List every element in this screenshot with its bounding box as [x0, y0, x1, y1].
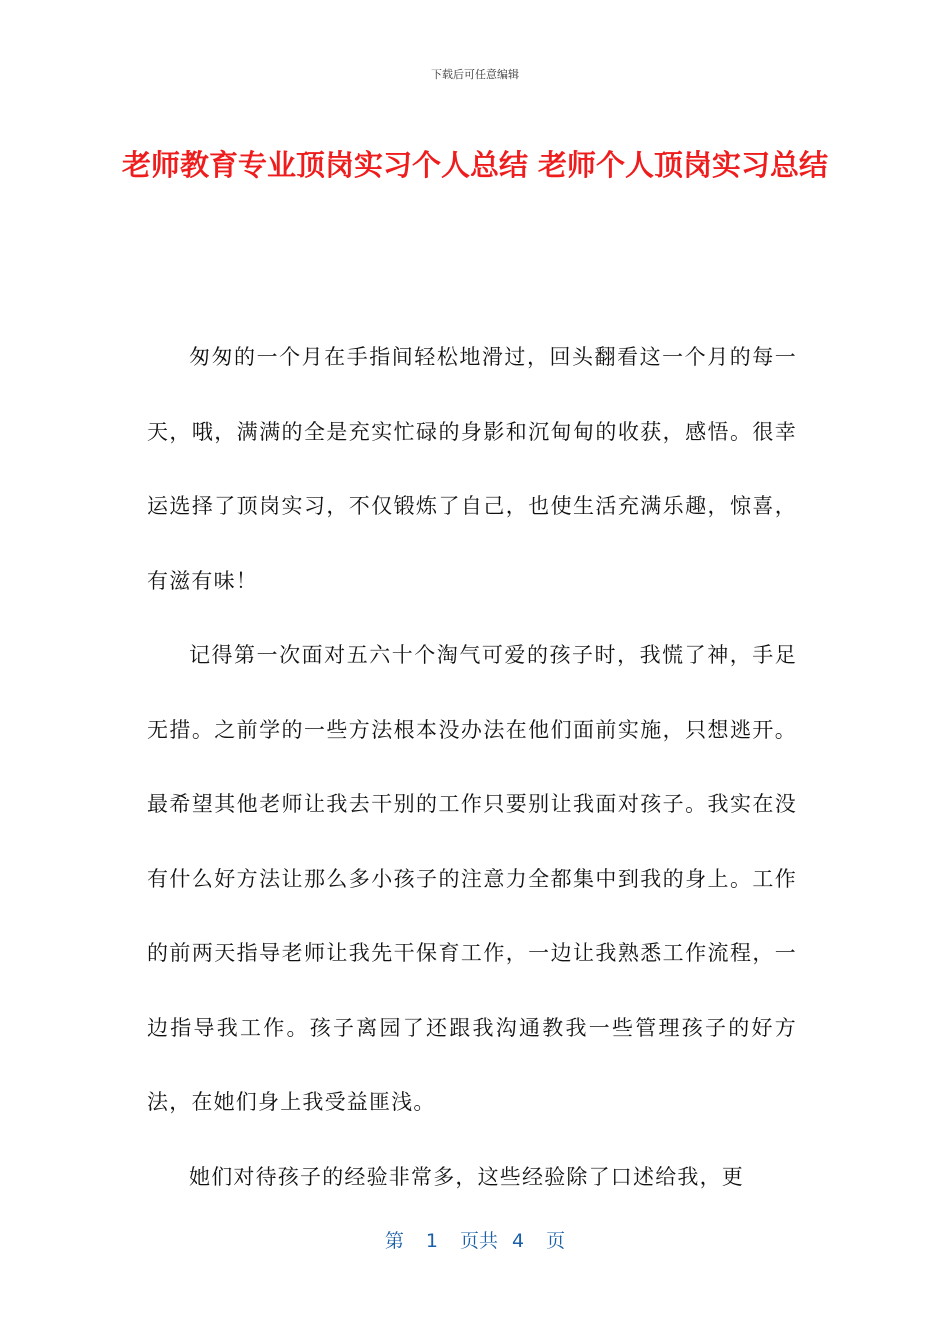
- paragraph: 她们对待孩子的经验非常多，这些经验除了口述给我，更: [189, 1164, 744, 1189]
- page-suffix: 页: [546, 1230, 566, 1252]
- document-body: [147, 320, 797, 1214]
- paragraph: 记得第一次面对五六十个淘气可爱的孩子时，我慌了神，手足无措。之前学的一些方法根本没办法在他们面前实施，只想逃开。最希望其他老师让我去干别的工作只要别让我面对孩子。我实在没有什么好方法让那么多小孩子的注意力全都集中到我的身上。工作的前两天指导老师让我先干保育工作，一边让我熟悉工作流程，一边指导我工作。孩子离园了还跟我沟通教我一些管理孩子的好方法，在她们身上我受益匪浅。: [147, 643, 797, 1114]
- page-footer: [0, 1226, 950, 1253]
- current-page-number: 1: [425, 1230, 438, 1252]
- page-middle: 页共: [459, 1230, 498, 1252]
- paragraph: 匆匆的一个月在手指间轻松地滑过，回头翻看这一个月的每一天，哦，满满的全是充实忙碌的身影和沉甸甸的收获，感悟。很幸运选择了顶岗实习，不仅锻炼了自己，也使生活充满乐趣，惊喜，有滋有味！: [147, 345, 797, 593]
- total-pages-number: 4: [512, 1230, 525, 1252]
- document-title: 老师教育专业顶岗实习个人总结 老师个人顶岗实习总结: [121, 148, 829, 182]
- header-note: 下载后可任意编辑: [431, 68, 519, 81]
- page-prefix: 第: [384, 1230, 404, 1252]
